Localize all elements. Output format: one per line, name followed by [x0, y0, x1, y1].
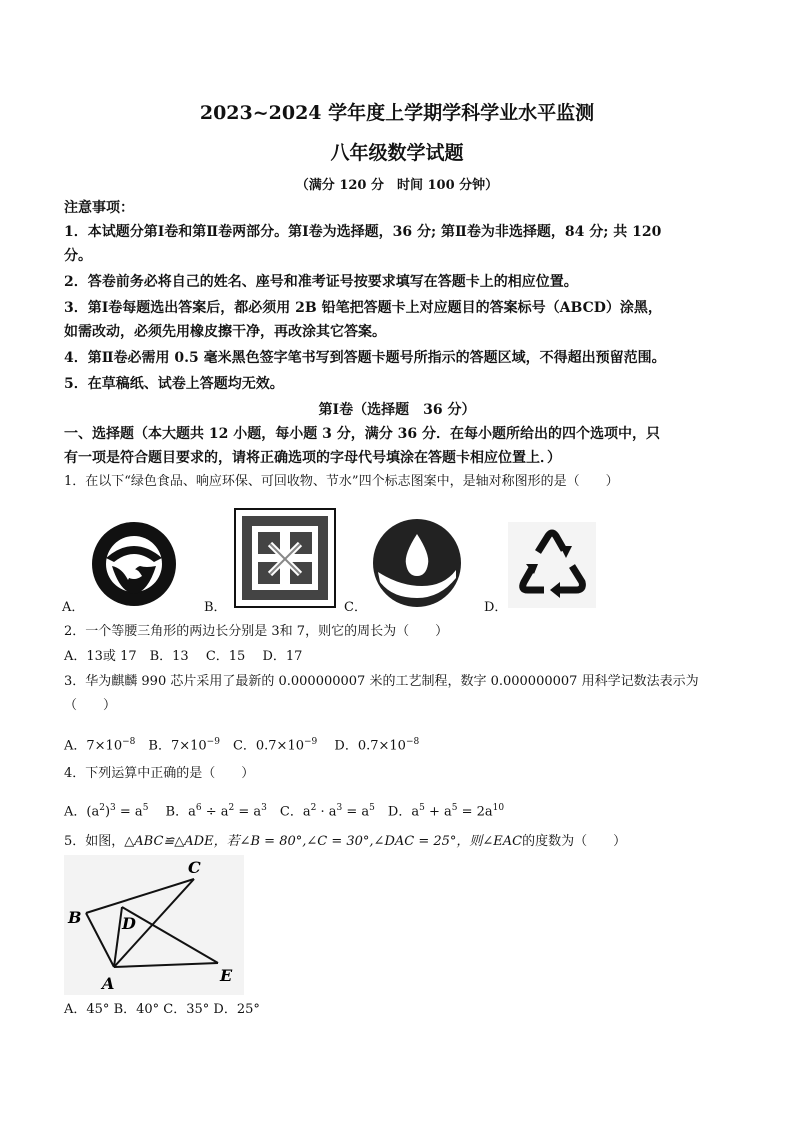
label-e: E [220, 966, 233, 985]
q1-option-b: B． [204, 600, 227, 615]
environmental-logo [234, 508, 336, 612]
q5-suffix: 的度数为（ ） [522, 834, 627, 849]
question-3-options: A．$7\times 10^{-8}$ B．$7\times 10^{-9}$ C．$0.7\times 10^{-9}$ D．$0.7\times 10^{-8}$ [64, 737, 420, 754]
question-4: 4．下列运算中正确的是（ ） [64, 766, 255, 781]
notes-heading: 注意事项： [64, 200, 134, 216]
note-1a: 1．本试题分第Ⅰ卷和第Ⅱ卷两部分。第Ⅰ卷为选择题，36 分; 第Ⅱ卷为非选择题，84 分; 共 120 [64, 224, 662, 240]
label-d: D [122, 914, 136, 933]
note-1b: 分。 [64, 248, 92, 264]
note-5: 5．在草稿纸、试卷上答题均无效。 [64, 376, 284, 392]
q1-option-d: D． [484, 600, 508, 615]
recycle-logo [508, 522, 596, 612]
exam-subtitle: 八年级数学试题 [330, 142, 464, 164]
water-saving-logo [370, 516, 464, 614]
section-intro-a: 一、选择题（本大题共 12 小题，每小题 3 分，满分 36 分．在每小题所给出的四个选项中，只 [64, 426, 660, 442]
note-4: 4．第Ⅱ卷必需用 0.5 毫米黑色签字笔书写到答题卡题号所指示的答题区域，不得超出预留范围。 [64, 350, 666, 366]
question-4-options: A．$(a^2)^3 = a^5$ B．$a^6 \div a^2 = a^3$ C．$a^2 \cdot a^3 = a^5$ D．$a^5 + a^5 = 2a^{10}$ [64, 803, 505, 820]
question-3b: （ ） [64, 698, 117, 713]
question-2-options: A．13或 17 B．13 C．15 D．17 [64, 649, 303, 664]
question-1: 1．在以下“绿色食品、响应环保、可回收物、节水”四个标志图案中，是轴对称图形的是（ ） [64, 474, 619, 489]
section-intro-b: 有一项是符合题目要求的，请将正确选项的字母代号填涂在答题卡相应位置上．） [64, 450, 561, 466]
exam-title: 2023~2024 学年度上学期学科学业水平监测 [199, 102, 595, 124]
q5-prefix: 5．如图， [64, 834, 125, 849]
triangle-figure [64, 855, 244, 999]
question-3a: 3．华为麒麟 990 芯片采用了最新的 0.000000007 米的工艺制程，数字 0.000000007 用科学记数法表示为 [64, 674, 699, 689]
label-a: A [102, 974, 115, 993]
question-2: 2．一个等腰三角形的两边长分别是 3和 7，则它的周长为（ ） [64, 624, 449, 639]
label-c: C [188, 858, 201, 877]
question-5-options: A．45° B．40° C．35° D．25° [64, 1002, 260, 1017]
section-title: 第Ⅰ卷（选择题 36 分） [318, 402, 476, 418]
note-3b: 如需改动，必须先用橡皮擦干净，再改涂其它答案。 [64, 324, 386, 340]
q1-option-c: C． [344, 600, 367, 615]
label-b: B [68, 908, 82, 927]
q1-option-a: A． [62, 600, 85, 615]
green-food-logo [88, 518, 180, 614]
question-5 [64, 830, 736, 854]
exam-info: （满分 120 分 时间 100 分钟） [295, 178, 499, 193]
note-3a: 3．第Ⅰ卷每题选出答案后，都必须用 2B 铅笔把答题卡上对应题目的答案标号（ABCD）涂黑， [64, 300, 662, 316]
q5-math: △ABC≌△ADE，若∠B = 80°,∠C = 30°,∠DAC = 25°，则∠EAC [124, 834, 523, 849]
note-2: 2．答卷前务必将自己的姓名、座号和准考证号按要求填写在答题卡上的相应位置。 [64, 274, 578, 290]
